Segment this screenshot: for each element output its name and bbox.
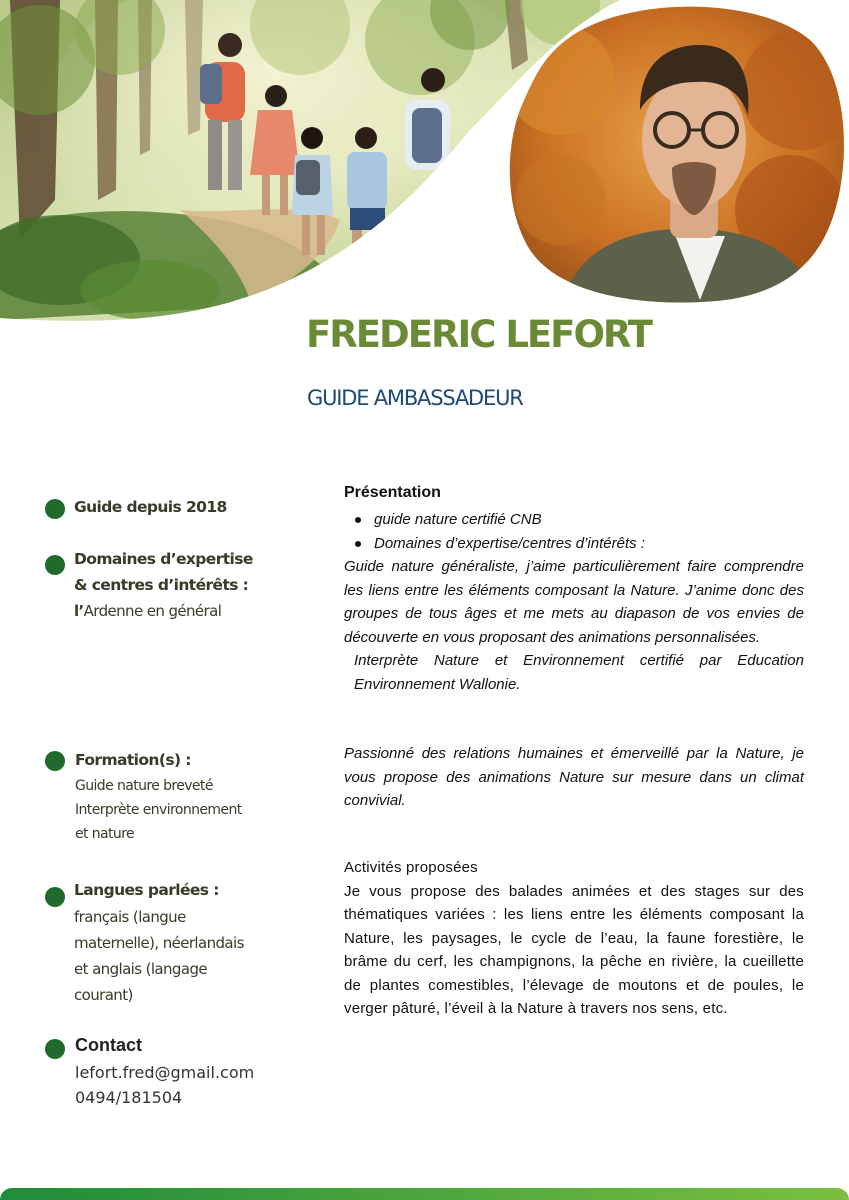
person-title: GUIDE AMBASSADEUR — [307, 386, 523, 410]
training-line: Interprète environnement — [75, 802, 242, 818]
presentation-paragraph: Guide nature généraliste, j’aime particulièrement faire comprendre les liens entre les éléments composant la Nature. J’anime donc des groupes de tous âges et me mets au diapason de vos envies de découverte en vous proposant des animations personnalisées. — [344, 558, 804, 646]
presentation-body — [344, 555, 804, 696]
person-name: FREDERIC LEFORT — [306, 313, 651, 356]
bullet-dot-icon — [45, 1039, 65, 1059]
contact-email[interactable]: lefort.fred@gmail.com — [75, 1063, 255, 1082]
presentation-paragraph: Passionné des relations humaines et émerveillé par la Nature, je vous propose des animations Nature sur mesure dans un climat convivial. — [344, 745, 804, 809]
activities-text: Je vous propose des balades animées et des stages sur des thématiques variées : les liens entre les éléments composant la Nature, les paysages, le cycle de l’eau, la faune forestière, le brâme du cerf, les champignons, la pêche en rivière, la cueillette de plantes comestibles, l’élevage de moutons et de poules, le verger pâturé, l’éveil à la Nature à travers nos sens, etc. — [344, 882, 804, 1017]
header-artwork — [0, 0, 849, 340]
expertise-value-rest: Ardenne en général — [83, 602, 222, 620]
bullet-dot-icon — [45, 887, 65, 907]
bullet-dot-icon — [45, 555, 65, 575]
footer-bar — [0, 1188, 849, 1200]
expertise-value-initial: l’ — [74, 602, 84, 620]
bullet-dot-icon — [45, 751, 65, 771]
expertise-value — [74, 598, 221, 624]
contact-heading: Contact — [75, 1035, 142, 1055]
languages-line: et anglais (langage — [74, 960, 207, 978]
languages-line: courant) — [74, 986, 133, 1004]
training-line: et nature — [75, 826, 135, 842]
expertise-heading-line1: Domaines d’expertise — [74, 550, 253, 568]
presentation-heading: Présentation — [344, 484, 441, 501]
guide-since-heading: Guide depuis 2018 — [74, 498, 227, 516]
presentation-bullets — [344, 508, 804, 555]
training-line: Guide nature breveté — [75, 778, 213, 794]
contact-phone[interactable]: 0494/181504 — [75, 1088, 183, 1107]
expertise-heading-line2: & centres d’intérêts : — [74, 576, 249, 594]
presentation-closing — [344, 742, 804, 813]
list-item: guide nature certifié CNB — [344, 508, 804, 532]
activities-section — [344, 856, 804, 1021]
languages-line: maternelle), néerlandais — [74, 934, 244, 952]
languages-line: français (langue — [74, 908, 186, 926]
activities-heading: Activités proposées — [344, 859, 478, 876]
list-item: Domaines d’expertise/centres d’intérêts : — [344, 532, 804, 556]
training-heading: Formation(s) : — [75, 751, 191, 769]
bullet-dot-icon — [45, 499, 65, 519]
languages-heading: Langues parlées : — [74, 881, 219, 899]
presentation-paragraph: Interprète Nature et Environnement certifié par Education Environnement Wallonie. — [354, 652, 804, 693]
